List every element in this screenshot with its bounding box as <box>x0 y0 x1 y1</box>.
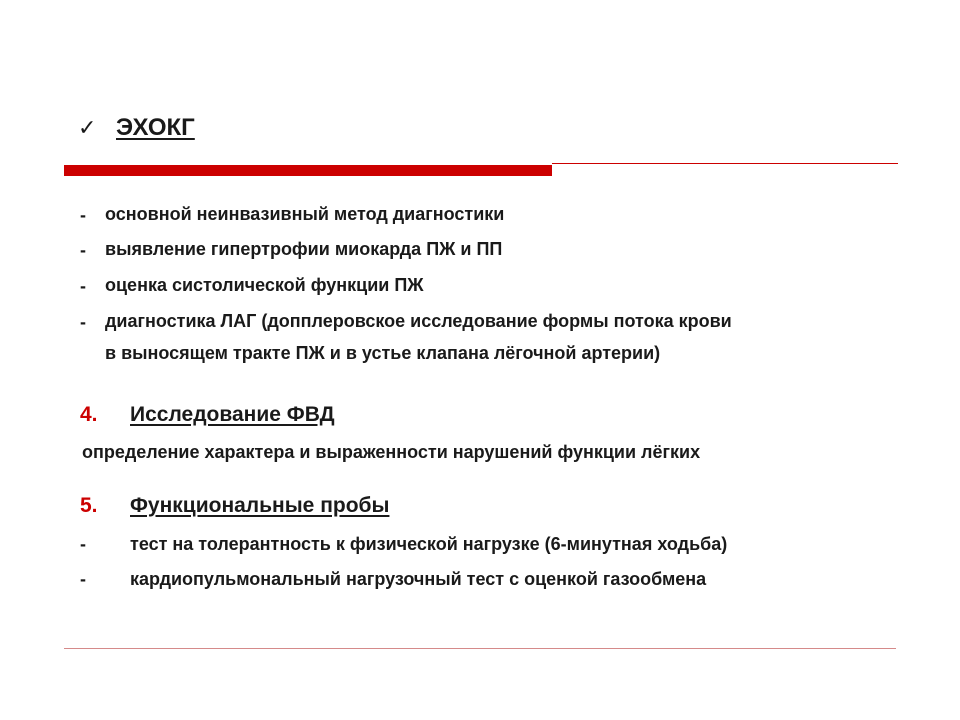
bullet-item: диагностика ЛАГ (допплеровское исследование формы потока крови <box>105 311 732 331</box>
bullet-dash: - <box>80 312 86 332</box>
bullet-dash: - <box>80 534 86 554</box>
title-divider-bar <box>64 165 552 176</box>
bullet-dash: - <box>80 276 86 296</box>
checkmark-icon: ✓ <box>78 116 97 141</box>
section-text: определение характера и выраженности нарушений функции лёгких <box>82 442 701 462</box>
bullet-item: оценка систолической функции ПЖ <box>105 275 424 295</box>
bullet-item: кардиопульмональный нагрузочный тест с оценкой газообмена <box>130 569 707 589</box>
bullet-item: выявление гипертрофии миокарда ПЖ и ПП <box>105 239 503 259</box>
bullet-dash: - <box>80 240 86 260</box>
slide-heading: ЭХОКГ <box>116 114 195 141</box>
footer-divider <box>64 648 896 649</box>
section-number: 4. <box>80 403 98 426</box>
section-title: Функциональные пробы <box>130 494 390 517</box>
section-number: 5. <box>80 494 98 517</box>
section-title: Исследование ФВД <box>130 403 335 426</box>
bullet-dash: - <box>80 205 86 225</box>
bullet-item-continuation: в выносящем тракте ПЖ и в устье клапана лёгочной артерии) <box>105 343 661 363</box>
bullet-item: тест на толерантность к физической нагрузке (6-минутная ходьба) <box>130 534 728 554</box>
bullet-item: основной неинвазивный метод диагностики <box>105 204 505 224</box>
bullet-dash: - <box>80 569 86 589</box>
title-divider-line <box>552 163 898 164</box>
